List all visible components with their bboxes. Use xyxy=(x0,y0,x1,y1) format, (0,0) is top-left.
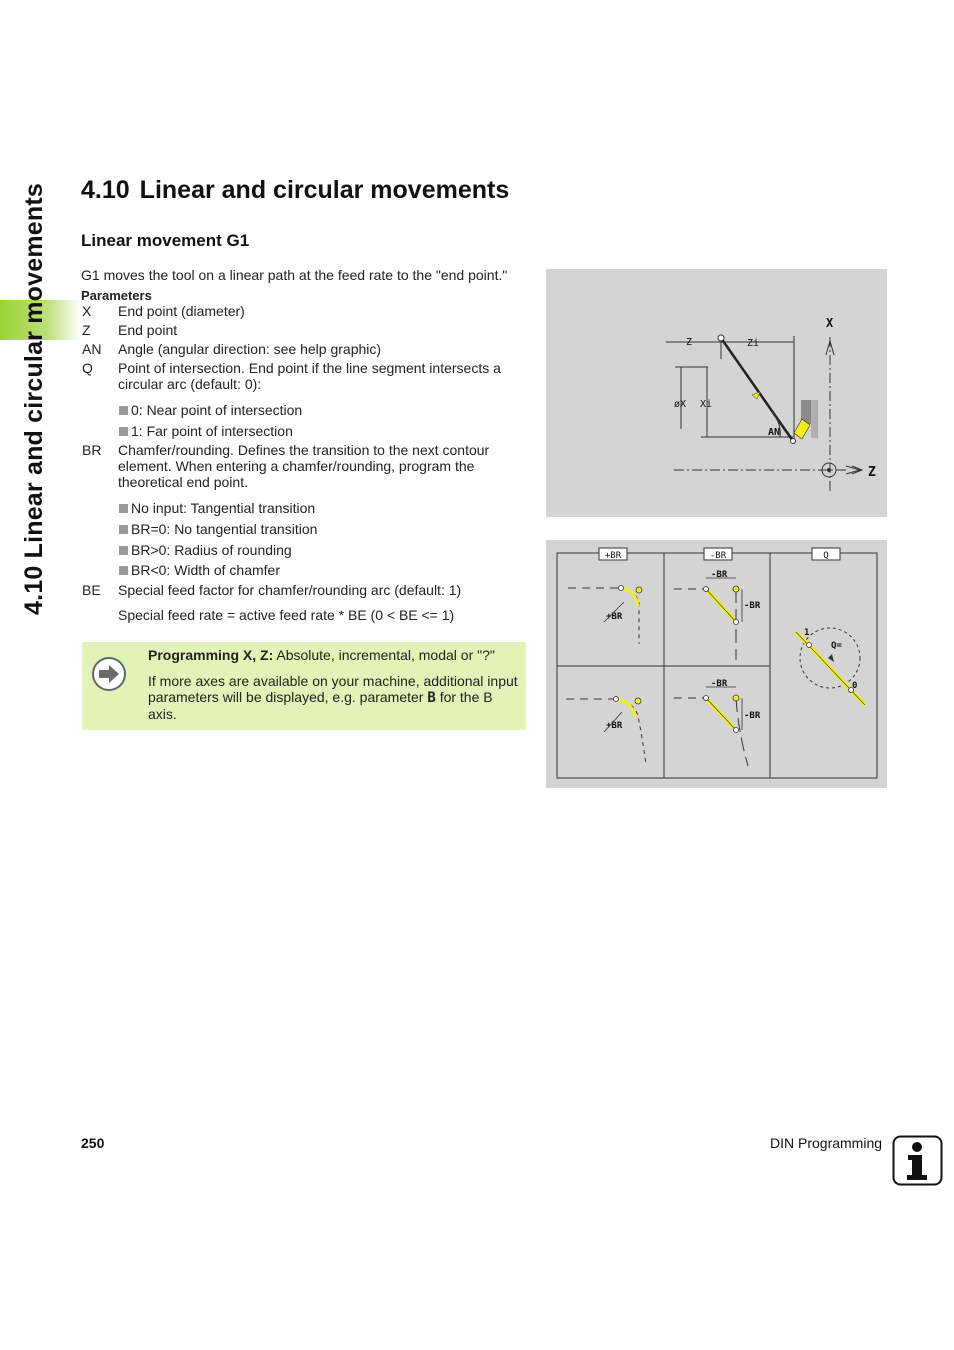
bullet-square-icon xyxy=(119,427,128,436)
param-desc-br: Chamfer/rounding. Defines the transition to the next contour element. When entering a chamfer/rounding, program the theoretical end point. xyxy=(118,442,490,490)
chamfer-corner xyxy=(733,695,739,701)
angle-label: AN xyxy=(768,427,781,438)
bullet-square-icon xyxy=(119,566,128,575)
param-key-an: AN xyxy=(82,341,102,357)
param-desc-z: End point xyxy=(118,322,178,338)
g1-help-graphic xyxy=(546,269,887,517)
be-formula: Special feed rate = active feed rate * BE (0 < BE <= 1) xyxy=(118,607,455,623)
param-desc-be: Special feed factor for chamfer/rounding arc (default: 1) xyxy=(118,582,462,598)
br-option-label: BR>0: Radius of rounding xyxy=(131,542,292,558)
q-zero-label: 0 xyxy=(852,681,858,691)
page-number: 250 xyxy=(81,1135,105,1151)
intro-text: G1 moves the tool on a linear path at the feed rate to the "end point." xyxy=(81,267,508,283)
br-option xyxy=(119,500,315,516)
z-axis-label: Z xyxy=(868,465,876,480)
br-option xyxy=(119,521,317,537)
br-option-label: BR=0: No tangential transition xyxy=(131,521,318,537)
param-key-q: Q xyxy=(82,360,93,376)
br-q-help-graphic xyxy=(546,540,887,788)
end-point xyxy=(791,439,796,444)
q-option xyxy=(119,402,302,418)
col1-header-label: +BR xyxy=(604,551,622,561)
q-option-label: 0: Near point of intersection xyxy=(131,402,303,418)
col3-header-label: Q xyxy=(823,551,829,561)
info-icon xyxy=(892,1135,943,1186)
bullet-square-icon xyxy=(119,546,128,555)
x-axis-label: X xyxy=(826,316,834,330)
section-heading xyxy=(81,176,509,205)
note-programming xyxy=(148,647,495,663)
plus-br-label: +BR xyxy=(606,612,623,622)
rounding-start xyxy=(619,586,624,591)
zi-dim-label: Zi xyxy=(747,338,760,349)
rounding-corner xyxy=(635,698,641,704)
minus-br-label: -BR xyxy=(744,601,761,611)
q-option-label: 1: Far point of intersection xyxy=(131,423,293,439)
minus-br-label: -BR xyxy=(711,679,728,689)
param-desc-x: End point (diameter) xyxy=(118,303,245,319)
q-direction-icon xyxy=(828,654,834,662)
section-number: 4.10 xyxy=(81,176,130,204)
g1-diagram xyxy=(546,269,887,517)
rounding-contour xyxy=(621,588,639,644)
xi-dim-label: Xi xyxy=(700,399,713,410)
br-option xyxy=(119,562,280,578)
note-param-b: B xyxy=(427,690,436,706)
param-desc-an: Angle (angular direction: see help graphic) xyxy=(118,341,382,357)
dx-dim-label: øX xyxy=(674,399,687,410)
chamfer-corner xyxy=(733,586,739,592)
bullet-square-icon xyxy=(119,406,128,415)
minus-br-label: -BR xyxy=(744,711,761,721)
note-para-before: If more axes are available on your machine, additional input parameters will be displayed, e.g. parameter xyxy=(148,673,518,705)
col2-header-label: -BR xyxy=(709,551,727,561)
subsection-heading: Linear movement G1 xyxy=(81,231,250,250)
rounding-start xyxy=(614,697,619,702)
param-key-br: BR xyxy=(82,442,102,458)
section-title: Linear and circular movements xyxy=(139,176,510,204)
z-dim-label: Z xyxy=(686,337,693,348)
param-key-be: BE xyxy=(82,582,101,598)
q-near-point xyxy=(807,643,812,648)
q-eq-label: Q= xyxy=(831,641,842,651)
origin-center xyxy=(827,468,831,472)
rounding-arc xyxy=(616,699,635,717)
chamfer-start xyxy=(704,696,709,701)
chamfer-end xyxy=(734,728,739,733)
path-direction-icon xyxy=(752,392,760,399)
note-para-after: for the B axis. xyxy=(148,689,493,722)
chamfer-edge xyxy=(706,698,736,730)
plus-br-label: +BR xyxy=(606,721,623,731)
param-key-x: X xyxy=(82,303,92,319)
note-label: Programming X, Z: xyxy=(148,647,274,663)
chamfer-edge xyxy=(706,589,736,622)
rounding-arc xyxy=(621,588,638,606)
arrow-right-icon xyxy=(91,656,127,692)
chamfer-end xyxy=(734,620,739,625)
parameters-label: Parameters xyxy=(81,288,152,303)
rounding-corner xyxy=(636,587,642,593)
br-q-diagram xyxy=(546,540,887,788)
z-axis-arrow-icon xyxy=(846,466,862,474)
minus-br-label: -BR xyxy=(711,570,728,580)
br-option xyxy=(119,542,292,558)
g1-path-line xyxy=(721,338,793,441)
bullet-square-icon xyxy=(119,525,128,534)
tool-shank xyxy=(811,400,818,438)
footer-section: DIN Programming xyxy=(770,1135,883,1151)
chamfer-start xyxy=(704,587,709,592)
note-text: Absolute, incremental, modal or "?" xyxy=(276,647,495,663)
start-point xyxy=(718,335,724,341)
param-key-z: Z xyxy=(82,322,91,338)
br-option-label: No input: Tangential transition xyxy=(131,500,316,516)
q-one-label: 1 xyxy=(804,628,810,638)
side-chapter-title: 4.10 Linear and circular movements xyxy=(20,183,48,615)
br-option-label: BR<0: Width of chamfer xyxy=(131,562,281,578)
bullet-square-icon xyxy=(119,504,128,513)
q-option xyxy=(119,423,293,439)
param-desc-q: Point of intersection. End point if the line segment intersects a circular arc (default: 0): xyxy=(118,360,501,392)
note-paragraph xyxy=(148,673,518,722)
